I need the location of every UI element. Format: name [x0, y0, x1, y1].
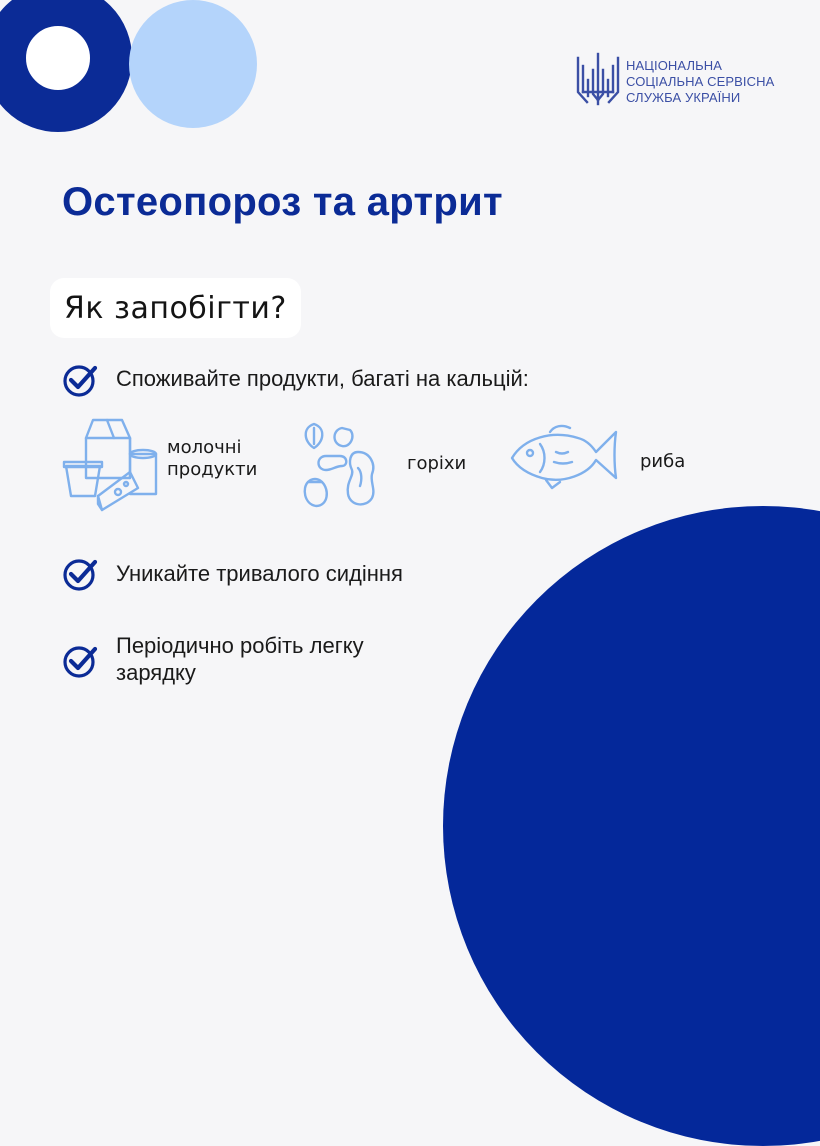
item-exercise-line2: зарядку [116, 660, 196, 685]
item-exercise-line1: Періодично робіть легку [116, 633, 364, 658]
logo-text [626, 58, 774, 106]
trident-icon [575, 52, 621, 108]
checkmark-icon [62, 643, 98, 679]
item-exercise [116, 632, 364, 686]
food-label-dairy-line1: молочні [167, 437, 242, 458]
decor-ring [0, 0, 132, 132]
item-calcium-foods: Споживайте продукти, багаті на кальцій: [116, 366, 529, 391]
checkmark-icon [62, 362, 98, 398]
food-label-dairy-line2: продукти [167, 459, 258, 480]
food-label-dairy [167, 437, 257, 481]
logo-line-3: СЛУЖБА УКРАЇНИ [626, 90, 741, 105]
logo-line-1: НАЦІОНАЛЬНА [626, 58, 722, 73]
decor-large-circle [443, 506, 820, 1146]
checkmark-icon [62, 556, 98, 592]
dairy-icon [62, 414, 164, 516]
food-label-nuts: горіхи [407, 453, 467, 474]
fish-icon [508, 420, 624, 492]
nss-logo [575, 52, 785, 108]
decor-light-circle [129, 0, 257, 128]
item-avoid-sitting: Уникайте тривалого сидіння [116, 561, 403, 586]
food-label-fish: риба [640, 451, 686, 472]
nuts-icon [298, 418, 392, 512]
page-title: Остеопороз та артрит [62, 180, 503, 224]
subtitle-text: Як запобігти? [64, 290, 287, 326]
logo-line-2: СОЦІАЛЬНА СЕРВІСНА [626, 74, 775, 89]
subtitle-pill [50, 278, 301, 338]
